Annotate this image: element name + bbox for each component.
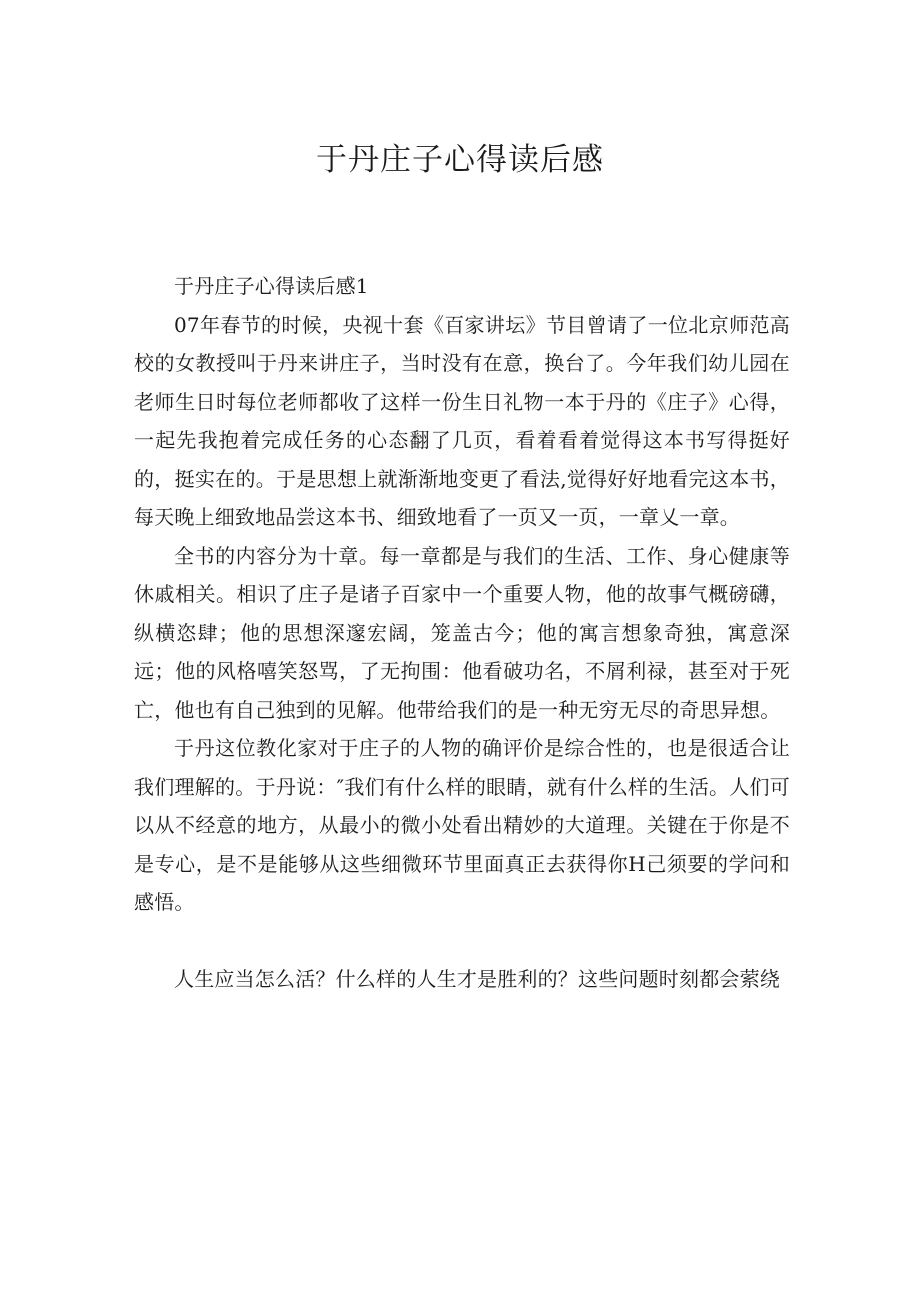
paragraph-1: 07年春节的时候，央视十套《百家讲坛》节目曾请了一位北京师范高校的女教授叫于丹来讲庄子，当时没有在意，换台了。今年我们幼儿园在老师生日时每位老师都收了这样一份生日礼物一本于丹的《庄子》心得，一起先我抱着完成任务的心态翻了几页，看着看着觉得这本书写得挺好的，挺实在的。于是思想上就渐渐地变更了看法,觉得好好地看完这本书，每天晚上细致地品尝这本书、细致地看了一页又一页，一章乂一章。 xyxy=(134,312,790,529)
document-title: 于丹庄子心得读后感 xyxy=(316,142,604,178)
document-body xyxy=(134,267,790,998)
paragraph-2: 全书的内容分为十章。每一章都是与我们的生活、工作、身心健康等休戚相关。相识了庄子是诸子百家中一个重要人物，他的故事气概磅礴，纵横恣肆；他的思想深邃宏阔，笼盖古今；他的寓言想象奇独，寓意深远；他的风格嘻笑怒骂，了无拘围：他看破功名，不屑利禄，甚至对于死亡，他也有自己独到的见解。他带给我们的是一种无穷无尽的奇思异想。 xyxy=(134,543,790,722)
section-heading: 于丹庄子心得读后感1 xyxy=(174,274,369,298)
paragraph-3: 于丹这位教化家对于庄子的人物的确评价是综合性的，也是很适合让我们理解的。于丹说：″我们有什么样的眼睛，就有什么样的生活。人们可以从不经意的地方，从最小的微小处看出精妙的大道理。关键在于你是不是专心，是不是能够从这些细微环节里面真正去获得你H己须要的学问和感悟。 xyxy=(134,736,790,914)
paragraph-4: 人生应当怎么活？什么样的人生才是胜利的？这些问题时刻都会萦绕 xyxy=(174,966,780,991)
